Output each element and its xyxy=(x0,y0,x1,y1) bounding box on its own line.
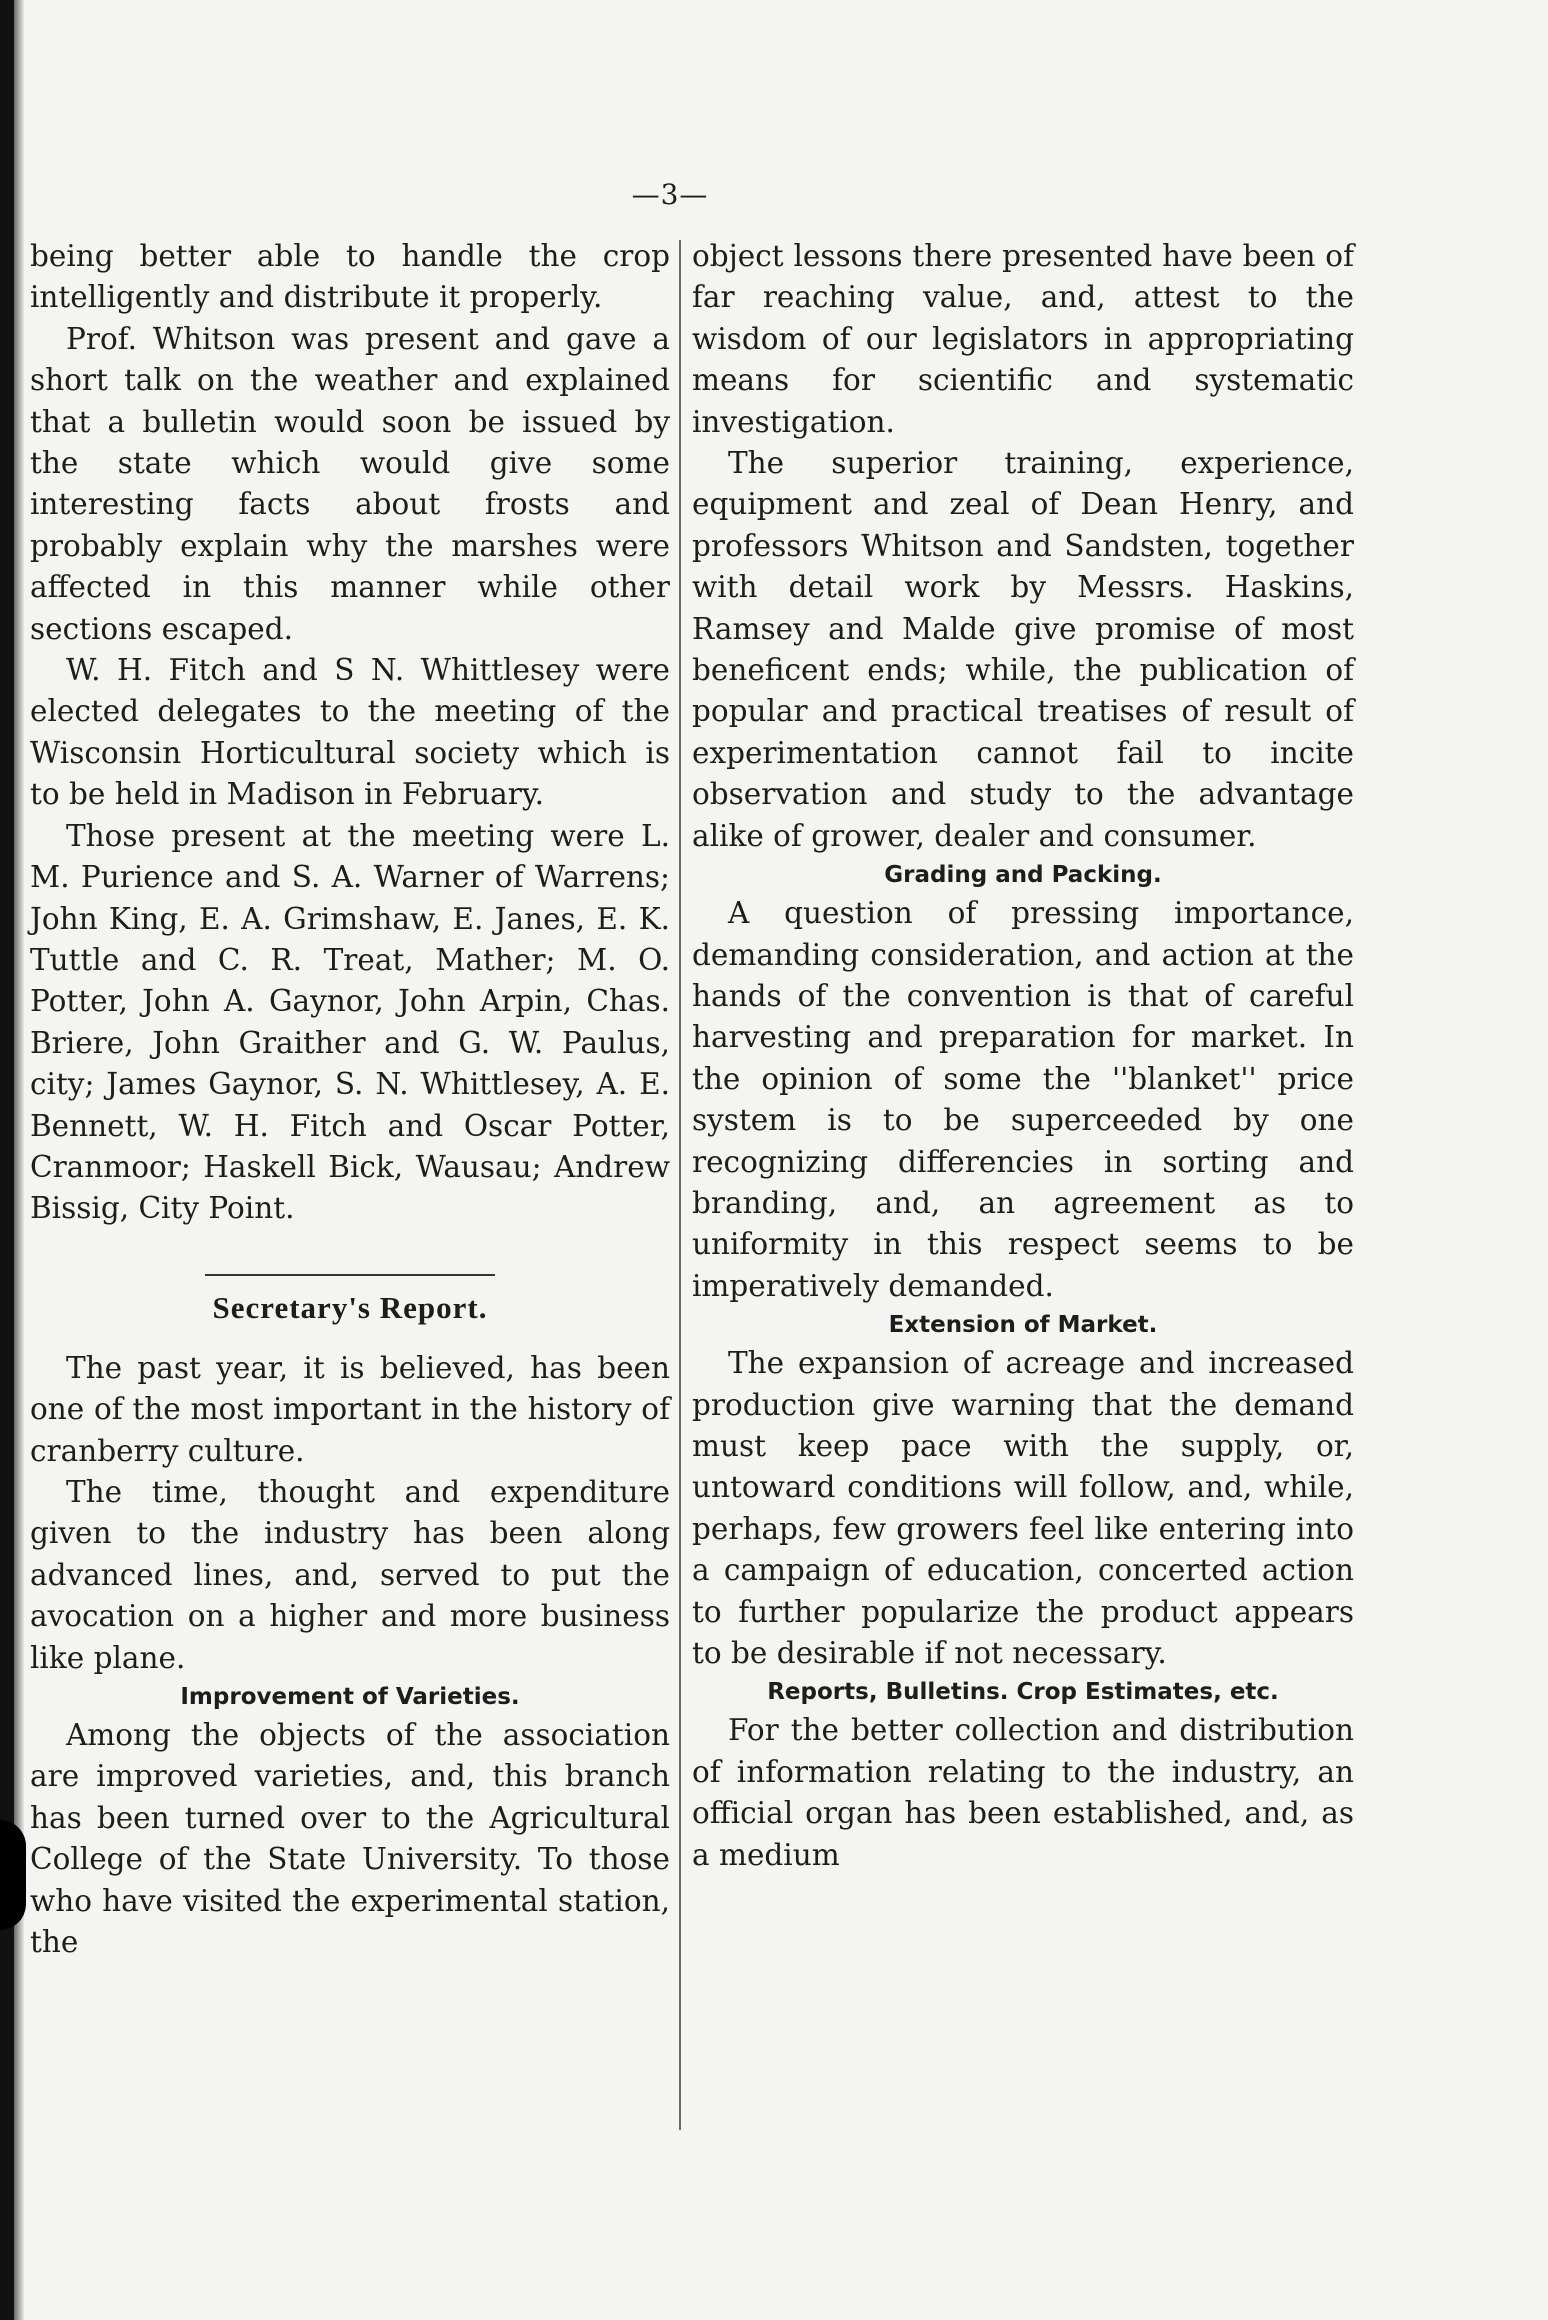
subsection-heading: Grading and Packing. xyxy=(884,862,1162,889)
paragraph: The time, thought and expenditure given to the industry has been along advanced lines, and, served to put the avocation on a higher and more business like plane. xyxy=(30,1474,670,1675)
right-column xyxy=(692,236,1354,1876)
left-column xyxy=(30,236,670,1963)
paragraph: Among the objects of the association are improved varieties, and, this branch has been turned over to the Agricultural College of the State University. To those who have visited the experimental station, the xyxy=(30,1718,670,1960)
section-heading: Secretary's Report. xyxy=(212,1289,488,1325)
paragraph: The past year, it is believed, has been one of the most important in the history of cranberry culture. xyxy=(30,1350,670,1468)
paragraph: Prof. Whitson was present and gave a short talk on the weather and explained that a bulletin would soon be issued by the state which would give some interesting facts about frosts and probably explain why the marshes were affected in this manner while other sections escaped. xyxy=(30,321,670,646)
section-divider xyxy=(205,1274,495,1276)
paragraph: A question of pressing importance, demanding consideration, and action at the hands of the convention is that of careful harvesting and preparation for market. In the opinion of some the ''blanket'' price system is to be superceeded by one recognizing differencies in sorting and branding, and, an agreement as to uniformity in this respect seems to be imperatively demanded. xyxy=(692,896,1354,1303)
paragraph: W. H. Fitch and S N. Whittlesey were elected delegates to the meeting of the Wisconsin Horticultural society which is to be held in Madison in February. xyxy=(30,653,670,812)
subsection-heading: Improvement of Varieties. xyxy=(180,1684,520,1710)
column-divider xyxy=(679,240,681,2130)
subsection-heading: Reports, Bulletins. Crop Estimates, etc. xyxy=(767,1679,1279,1706)
page-binding-shadow xyxy=(14,0,24,2320)
paragraph: being better able to handle the crop intelligently and distribute it properly. xyxy=(30,239,670,315)
subsection-heading: Extension of Market. xyxy=(888,1312,1158,1339)
paragraph: For the better collection and distribution of information relating to the industry, an official organ has been established, and, as a medium xyxy=(692,1713,1354,1872)
page-number: —3— xyxy=(631,178,709,211)
paragraph: The expansion of acreage and increased production give warning that the demand must keep pace with the supply, or, untoward conditions will follow, and, while, perhaps, few growers feel like entering into a campaign of education, concerted action to further popularize the product appears to be desirable if not necessary. xyxy=(692,1346,1354,1670)
paragraph: object lessons there presented have been of far reaching value, and, attest to the wisdom of our legislators in appropriating means for scientific and systematic investigation. xyxy=(692,239,1354,439)
page-binding-edge xyxy=(0,0,14,2320)
paragraph: Those present at the meeting were L. M. Purience and S. A. Warner of Warrens; John King, E. A. Grimshaw, E. Janes, E. K. Tuttle and C. R. Treat, Mather; M. O. Potter, John A. Gaynor, John Arpin, Chas. Briere, John Graither and G. W. Paulus, city; James Gaynor, S. N. Whittlesey, A. E. Bennett, W. H. Fitch and Oscar Potter, Cranmoor; Haskell Bick, Wausau; Andrew Bissig, City Point. xyxy=(30,818,670,1226)
paragraph: The superior training, experience, equipment and zeal of Dean Henry, and professors Whitson and Sandsten, together with detail work by Messrs. Haskins, Ramsey and Malde give promise of most beneficent ends; while, the publication of popular and practical treatises of result of experimentation cannot fail to incite observation and study to the advantage alike of grower, dealer and consumer. xyxy=(692,446,1354,853)
binding-hole xyxy=(0,1820,26,1930)
